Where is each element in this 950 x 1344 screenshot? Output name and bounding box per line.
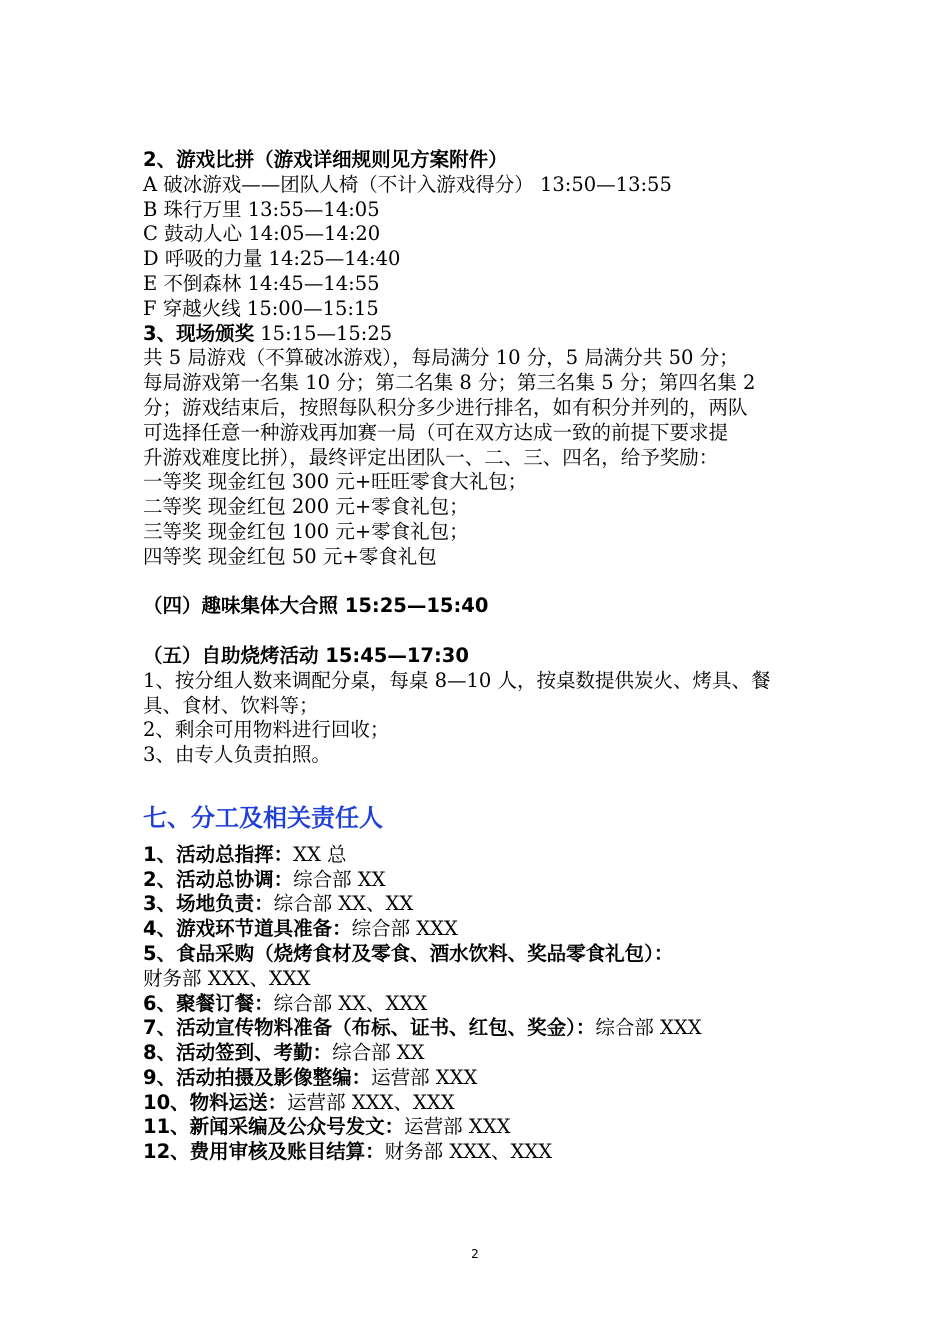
- page-number: 2: [471, 1247, 479, 1261]
- game-item: E 不倒森林 14:45—14:55: [143, 271, 380, 295]
- duty-label: 8、活动签到、考勤：: [143, 1041, 333, 1065]
- bbq-item: 1、按分组人数来调配分桌，每桌 8—10 人，按桌数提供炭火、烤具、餐: [143, 668, 771, 692]
- game-item: B 珠行万里 13:55—14:05: [143, 197, 380, 221]
- duty-value: 综合部 XX、XXX: [273, 991, 428, 1015]
- duty-label: 6、聚餐订餐：: [143, 991, 274, 1015]
- document-page: [143, 148, 823, 1165]
- duty-label: 5、食品采购（烧烤食材及零食、酒水饮料、奖品零食礼包）：: [143, 941, 674, 965]
- game-item: D 呼吸的力量 14:25—14:40: [143, 247, 401, 271]
- duty-value: 综合部 XX: [293, 867, 386, 891]
- section-7-heading: 七、分工及相关责任人: [143, 803, 383, 832]
- spacer: [143, 619, 823, 644]
- duty-list: [143, 843, 823, 1165]
- duty-value: XX 总: [293, 842, 347, 866]
- duty-label: 12、费用审核及账目结算：: [143, 1140, 385, 1164]
- section-5-title: （五）自助烧烤活动 15:45—17:30: [143, 643, 469, 667]
- game-item: A 破冰游戏——团队人椅（不计入游戏得分） 13:50—13:55: [143, 172, 672, 196]
- duty-item: [143, 868, 823, 893]
- duty-label: 9、活动拍摄及影像整编：: [143, 1065, 372, 1089]
- duty-label: 4、游戏环节道具准备：: [143, 917, 352, 941]
- prize-item: 一等奖 现金红包 300 元+旺旺零食大礼包；: [143, 470, 528, 494]
- duty-value: 财务部 XXX、XXX: [384, 1140, 553, 1164]
- duty-label: 3、场地负责：: [143, 892, 274, 916]
- bbq-item: 2、剩余可用物料进行回收；: [143, 718, 390, 742]
- game-item: F 穿越火线 15:00—15:15: [143, 296, 379, 320]
- section-3-title-line: [143, 322, 823, 347]
- game-item: C 鼓动人心 14:05—14:20: [143, 222, 381, 246]
- duty-label: 1、活动总指挥：: [143, 842, 294, 866]
- duty-value: 综合部 XX、XX: [273, 892, 414, 916]
- duty-item: [143, 942, 823, 967]
- rules-paragraph-line: 共 5 局游戏（不算破冰游戏），每局满分 10 分，5 局满分共 50 分；: [143, 346, 739, 370]
- duty-item: [143, 1140, 823, 1165]
- duty-value: 综合部 XXX: [351, 917, 458, 941]
- duty-value: 综合部 XX: [332, 1041, 425, 1065]
- duty-value: 运营部 XXX: [371, 1065, 478, 1089]
- duty-item: [143, 1091, 823, 1116]
- duty-item: [143, 1041, 823, 1066]
- prize-item: 二等奖 现金红包 200 元+零食礼包；: [143, 495, 469, 519]
- rules-paragraph-line: 可选择任意一种游戏再加赛一局（可在双方达成一致的前提下要求提: [143, 420, 729, 444]
- section-3-title: 3、现场颁奖: [143, 321, 255, 345]
- rules-paragraph-line: 分；游戏结束后，按照每队积分多少进行排名，如有积分并列的，两队: [143, 395, 748, 419]
- duty-label: 11、新闻采编及公众号发文：: [143, 1115, 405, 1139]
- duty-value: 运营部 XXX: [404, 1115, 511, 1139]
- duty-value: 财务部 XXX、XXX: [143, 966, 311, 990]
- duty-label: 2、活动总协调：: [143, 867, 294, 891]
- section-2-title: 2、游戏比拼（游戏详细规则见方案附件）: [143, 148, 508, 171]
- duty-item: [143, 843, 823, 868]
- spacer: [143, 570, 823, 595]
- duty-label: 10、物料运送：: [143, 1090, 288, 1114]
- duty-item: [143, 967, 823, 992]
- duty-item: [143, 992, 823, 1017]
- duty-value: 综合部 XXX: [595, 1016, 702, 1040]
- bbq-item: 具、食材、饮料等；: [143, 693, 319, 717]
- duty-item: [143, 917, 823, 942]
- duty-item: [143, 892, 823, 917]
- prize-item: 四等奖 现金红包 50 元+零食礼包: [143, 544, 437, 568]
- duty-item: [143, 1115, 823, 1140]
- duty-item: [143, 1016, 823, 1041]
- bbq-item: 3、由专人负责拍照。: [143, 743, 331, 767]
- duty-label: 7、活动宣传物料准备（布标、证书、红包、奖金）：: [143, 1016, 596, 1040]
- prize-item: 三等奖 现金红包 100 元+零食礼包；: [143, 519, 469, 543]
- duty-item: [143, 1066, 823, 1091]
- duty-value: 运营部 XXX、XXX: [287, 1090, 455, 1114]
- section-4-title: （四）趣味集体大合照 15:25—15:40: [143, 594, 489, 618]
- rules-paragraph-line: 每局游戏第一名集 10 分；第二名集 8 分；第三名集 5 分；第四名集 2: [143, 371, 756, 395]
- rules-paragraph-line: 升游戏难度比拼），最终评定出团队一、二、三、四名，给予奖励：: [143, 445, 719, 469]
- spacer: [143, 768, 823, 793]
- section-3-time: 15:15—15:25: [254, 321, 393, 345]
